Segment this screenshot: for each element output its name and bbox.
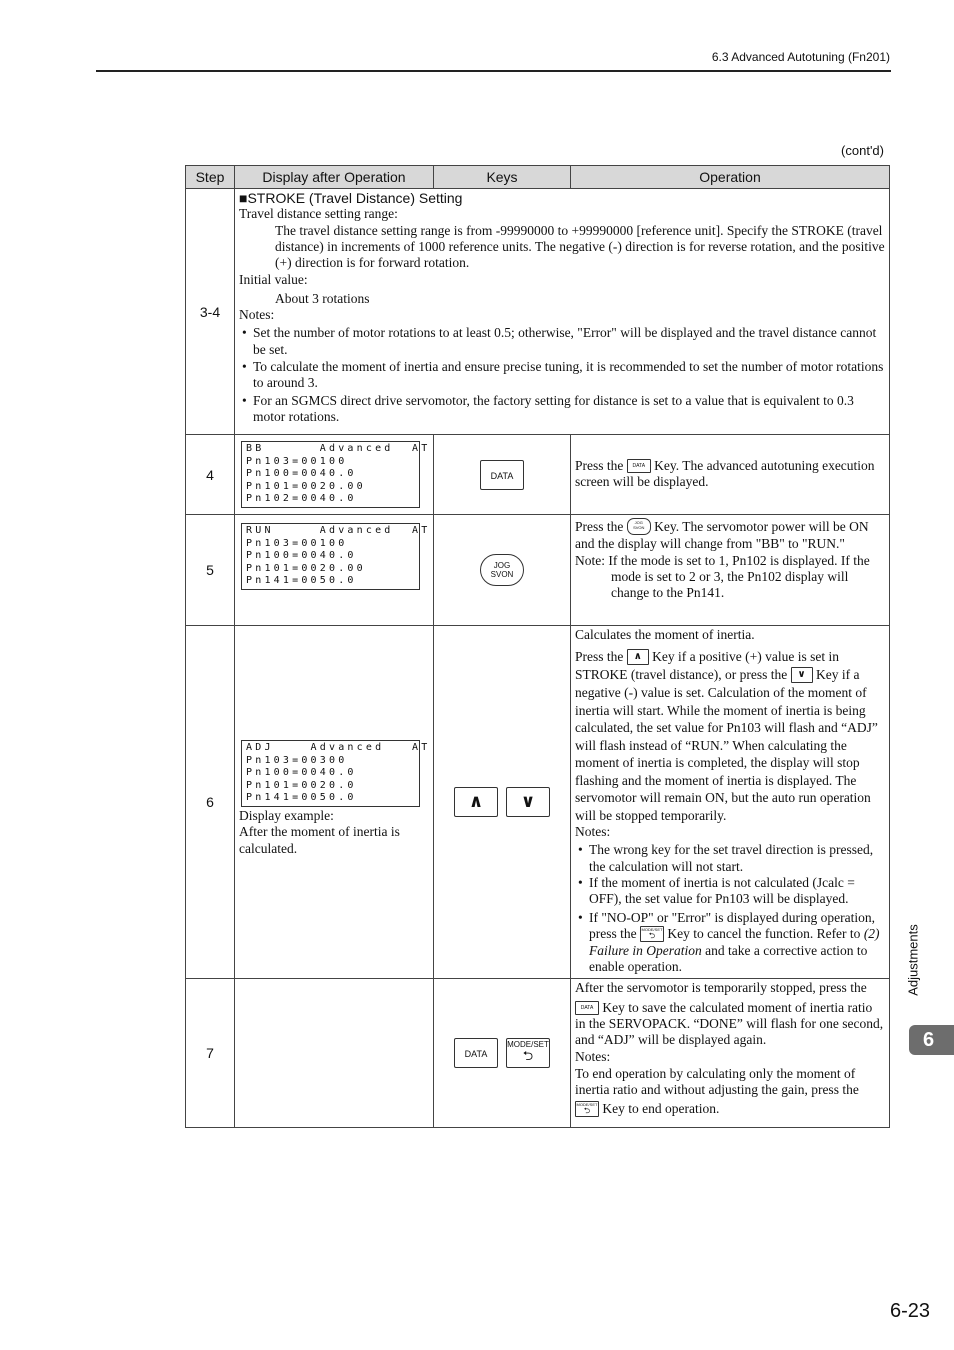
- table-row-5: [186, 515, 890, 626]
- display-cell: [235, 626, 434, 979]
- stroke-heading: STROKE (Travel Distance) Setting: [247, 190, 463, 206]
- notes-label: Notes:: [239, 307, 275, 323]
- operation-note: Note: If the mode is set to 1, Pn102 is displayed. If the mode is set to 2 or 3, the Pn102 display will change to the Pn141.: [575, 552, 870, 601]
- up-key-icon: ∧: [627, 649, 649, 665]
- lcd-line: BB Advanced AT: [246, 443, 431, 454]
- header-rule: [96, 70, 891, 72]
- note-item: • Set the number of motor rotations to at least 0.5; otherwise, "Error" will be displayed and the travel distance cannot be set.: [239, 325, 885, 358]
- procedure-table: [185, 165, 890, 1128]
- lcd-display: [241, 441, 431, 508]
- lcd-line: Pn100=0040.0: [246, 468, 357, 480]
- up-key-button[interactable]: ∧: [454, 787, 498, 817]
- display-cell: [235, 435, 434, 515]
- operation-text: Press the DATA Key. The advanced autotuning execution screen will be displayed.: [575, 457, 875, 489]
- page-number: 6-23: [889, 1300, 930, 1322]
- operation-text: MODE/SET ⮌ Key to end operation.: [576, 1101, 720, 1117]
- cross-reference: (2) Failure in Operation: [589, 925, 880, 958]
- note-item: • The wrong key for the set travel direction is pressed, the calculation will not start.: [575, 842, 885, 875]
- table-header-row: [186, 166, 890, 189]
- notes-label: Notes:: [575, 1048, 611, 1064]
- keys-cell: [434, 515, 571, 626]
- display-cell: [235, 979, 434, 1128]
- contd-label: (cont'd): [841, 143, 884, 158]
- lcd-line: RUN Advanced AT: [246, 525, 431, 536]
- operation-text: DATA Key to save the calculated moment of inertia ratio in the SERVOPACK. “DONE” will flash for one second, and “ADJ” will be displayed again.: [575, 999, 884, 1048]
- step-number: 6: [186, 626, 235, 979]
- operation-cell: [571, 515, 890, 626]
- table-row-3-4: [186, 189, 890, 435]
- square-bullet-icon: ■: [239, 190, 248, 206]
- data-key-button[interactable]: DATA: [454, 1038, 498, 1068]
- lcd-line: Pn103=00300: [246, 754, 348, 766]
- lcd-display: [241, 740, 431, 807]
- mode-set-key-icon: MODE/SET ⮌: [641, 926, 663, 940]
- col-keys: Keys: [434, 166, 571, 189]
- operation-cell: [571, 979, 890, 1128]
- step-number: 7: [186, 979, 235, 1128]
- lcd-line: Pn101=0020.00: [246, 480, 366, 492]
- lcd-line: Pn100=0040.0: [246, 767, 357, 779]
- lcd-line: Pn141=0050.0: [246, 792, 357, 804]
- step-number: 4: [186, 435, 235, 515]
- col-operation: Operation: [571, 166, 890, 189]
- step-number: 5: [186, 515, 235, 626]
- keys-cell: [434, 979, 571, 1128]
- col-display: Display after Operation: [235, 166, 434, 189]
- return-arrow-icon: ⮌: [522, 1049, 534, 1065]
- display-cell: [235, 515, 434, 626]
- data-key-icon: DATA: [627, 459, 651, 473]
- initial-label: Initial value:: [239, 272, 308, 288]
- jog-svon-key-icon: JOG SVON: [627, 518, 651, 535]
- lcd-display: [241, 523, 431, 590]
- display-caption: Display example:: [239, 807, 334, 823]
- table-row-6: [186, 626, 890, 979]
- operation-text: After the servomotor is temporarily stopped, press the: [575, 980, 867, 996]
- notes-label: Notes:: [575, 824, 611, 840]
- operation-cell: [571, 435, 890, 515]
- display-caption-detail: After the moment of inertia is calculated.: [239, 824, 400, 856]
- lcd-line: Pn100=0040.0: [246, 550, 357, 562]
- note-item: • To calculate the moment of inertia and ensure precise tuning, it is recommended to set the number of motor rotations to around 3.: [239, 359, 885, 392]
- note-item: • If "NO-OP" or "Error" is displayed during operation, press the MODE/SET ⮌ Key to cancel the function. Refer to (2) Failure in Operation and take a corrective action to enable operation.: [575, 910, 885, 976]
- stroke-setting-cell: [235, 189, 890, 435]
- chapter-side-label: Adjustments: [905, 924, 921, 996]
- keys-cell: [434, 435, 571, 515]
- down-key-button[interactable]: ∨: [506, 787, 550, 817]
- down-key-icon: ∨: [791, 667, 813, 683]
- mode-set-key-button[interactable]: MODE/SET ⮌: [506, 1038, 550, 1068]
- section-title: 6.3 Advanced Autotuning (Fn201): [711, 50, 890, 64]
- lcd-line: Pn101=0020.0: [246, 779, 357, 791]
- chapter-tab: 6: [909, 1025, 954, 1055]
- step-number: 3-4: [186, 189, 235, 435]
- range-label: Travel distance setting range:: [239, 206, 398, 222]
- lcd-line: ADJ Advanced AT: [246, 742, 431, 753]
- table-row-7: [186, 979, 890, 1128]
- data-key-button[interactable]: DATA: [480, 460, 524, 490]
- data-key-icon: DATA: [575, 1001, 599, 1015]
- jog-svon-key-button[interactable]: JOG SVON: [480, 554, 524, 586]
- operation-text: To end operation by calculating only the moment of inertia ratio and without adjusting the gain, press the: [575, 1065, 859, 1098]
- operation-cell: [571, 626, 890, 979]
- range-text: The travel distance setting range is from -99990000 to +99990000 [reference unit]. Specify the STROKE (travel distance) in increments of 1000 reference units. The negative (-) direction is for reverse rotation, and the positive (+) direction is for forward rotation.: [275, 222, 885, 271]
- lcd-line: Pn102=0040.0: [246, 493, 357, 505]
- keys-cell: [434, 626, 571, 979]
- note-item: • If the moment of inertia is not calculated (Jcalc = OFF), the set value for Pn103 will be displayed.: [575, 875, 885, 908]
- operation-text: Press the JOG SVON Key. The servomotor power will be ON and the display will change from "BB" to "RUN.": [575, 519, 869, 552]
- lcd-line: Pn141=0050.0: [246, 575, 357, 587]
- initial-value: About 3 rotations: [275, 290, 370, 306]
- mode-set-key-icon: MODE/SET ⮌: [576, 1102, 598, 1116]
- operation-text: Press the ∧ Key if a positive (+) value is set in STROKE (travel distance), or press the ∨ Key if a negative (-) value is set. Calculation of the moment of inertia will start. While the moment of inertia is being calculated, the set value for Pn103 will flash and “ADJ” will flash instead of “RUN.” When calculating the moment of inertia is completed, the display will stop flashing and the moment of inertia is displayed. The servomotor will remain ON, but the auto run operation will be stopped temporarily.: [575, 649, 878, 823]
- lcd-line: Pn103=00100: [246, 537, 348, 549]
- col-step: Step: [186, 166, 235, 189]
- note-item: • For an SGMCS direct drive servomotor, the factory setting for distance is set to a value that is equivalent to 0.3 motor rotations.: [239, 393, 885, 426]
- lcd-line: Pn103=00100: [246, 455, 348, 467]
- lcd-line: Pn101=0020.00: [246, 562, 366, 574]
- operation-text: Calculates the moment of inertia.: [575, 627, 755, 642]
- table-row-4: [186, 435, 890, 515]
